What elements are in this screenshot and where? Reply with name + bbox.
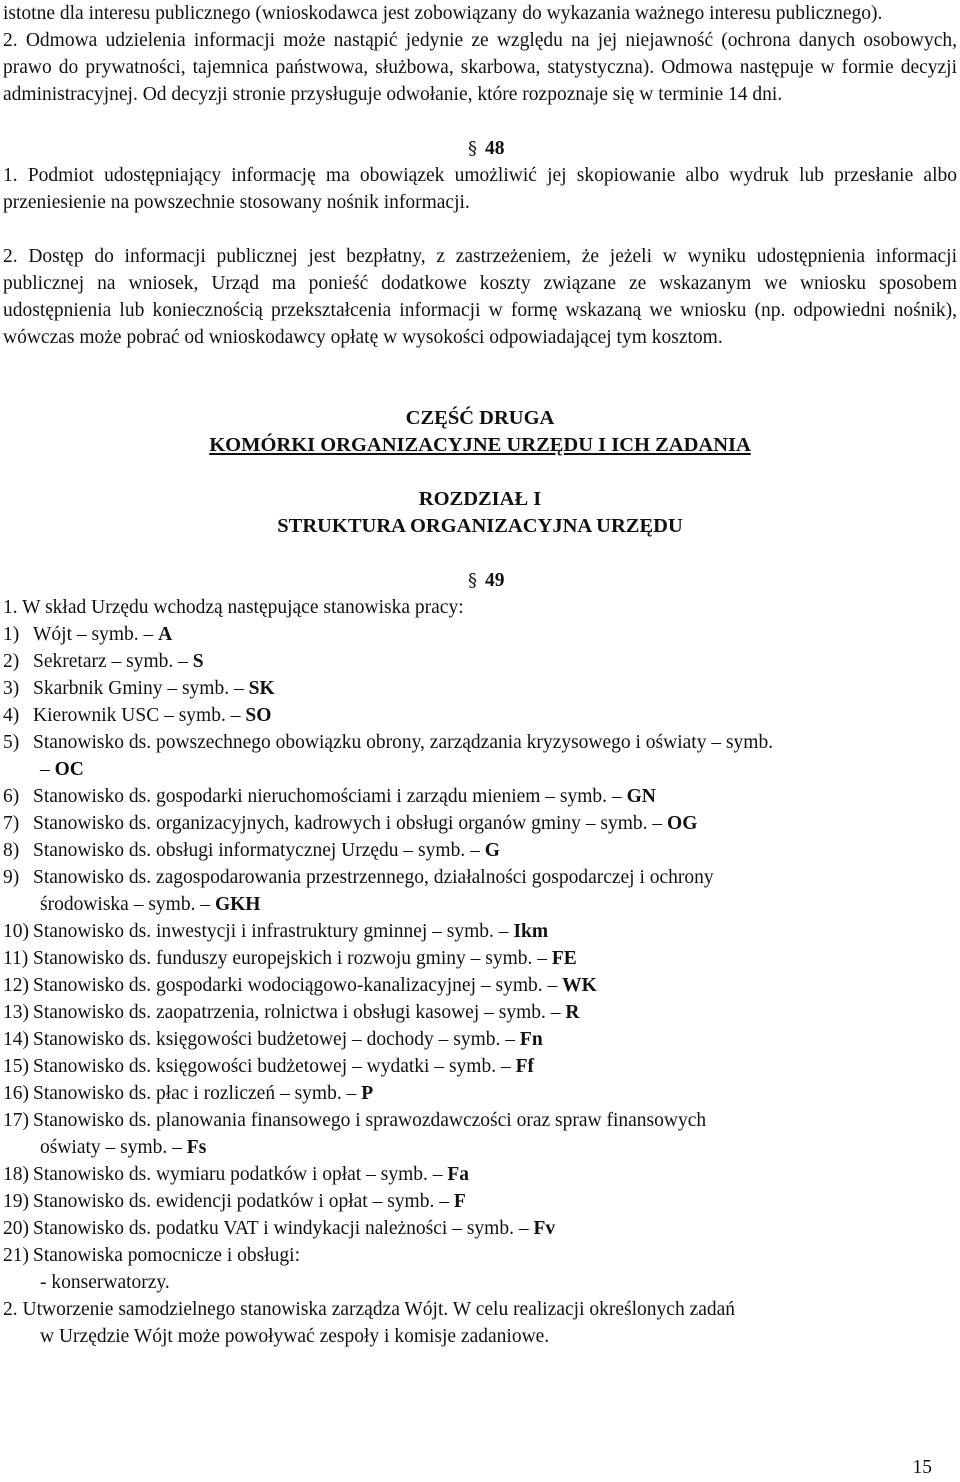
list-item-text: Stanowisko ds. gospodarki wodociągowo-kanalizacyjnej – symb. –	[33, 975, 558, 996]
list-item	[3, 783, 957, 810]
position-symbol: G	[484, 840, 500, 861]
section-number: 48	[485, 138, 505, 159]
list-item	[3, 675, 957, 702]
list-item-number: 1)	[3, 624, 20, 645]
list-item-line	[3, 1215, 957, 1242]
list-item-line	[3, 1107, 957, 1134]
list-item-number: 8)	[3, 840, 20, 861]
section-symbol: §	[468, 138, 477, 159]
list-item-line	[3, 702, 957, 729]
list-item-text: Stanowisko ds. ewidencji podatków i opłat – symb. –	[33, 1191, 449, 1212]
list-item-line	[3, 1080, 957, 1107]
list-item-text: Stanowisko ds. płac i rozliczeń – symb. –	[33, 1083, 357, 1104]
list-item	[3, 1161, 957, 1188]
position-symbol: Fa	[447, 1164, 470, 1185]
list-item	[3, 1188, 957, 1215]
list-item-number: 9)	[3, 867, 20, 888]
list-item-text: Stanowisko ds. zagospodarowania przestrzennego, działalności gospodarczej i ochrony	[33, 867, 714, 888]
list-item-number: 17)	[3, 1110, 29, 1131]
list-item-line	[3, 972, 957, 999]
list-item	[3, 1107, 957, 1161]
list-item-line	[3, 945, 957, 972]
list-item-continuation	[3, 891, 957, 918]
list-item	[3, 972, 957, 999]
list-item-number: 14)	[3, 1029, 29, 1050]
list-item-line	[3, 810, 957, 837]
list-item	[3, 648, 957, 675]
list-item-text: Stanowisko ds. podatku VAT i windykacji należności – symb. –	[33, 1218, 529, 1239]
position-symbol: Ikm	[513, 921, 549, 942]
list-item	[3, 729, 957, 783]
intro-paragraph-1: istotne dla interesu publicznego (wnioskodawca jest zobowiązany do wykazania ważnego interesu publicznego).	[3, 3, 883, 24]
list-item-number: 3)	[3, 678, 20, 699]
section-49-heading	[3, 567, 957, 594]
chapter-title: ROZDZIAŁ I	[418, 488, 542, 510]
list-item-text: Stanowisko ds. księgowości budżetowej – wydatki – symb. –	[33, 1056, 511, 1077]
list-item	[3, 1053, 957, 1080]
part-subtitle: KOMÓRKI ORGANIZACYJNE URZĘDU I ICH ZADANIA	[209, 434, 751, 456]
list-item	[3, 999, 957, 1026]
position-symbol: Fv	[533, 1218, 556, 1239]
list-item-number: 15)	[3, 1056, 29, 1077]
section-48-heading	[3, 135, 957, 162]
position-symbol: SO	[245, 705, 272, 726]
list-item-number: 7)	[3, 813, 20, 834]
list-item-text: Stanowisko ds. wymiaru podatków i opłat – symb. –	[33, 1164, 443, 1185]
section-48-paragraph-1: 1. Podmiot udostępniający informację ma obowiązek umożliwić jej skopiowanie albo wydruk lub przesłanie albo przeniesienie na powszechnie stosowany nośnik informacji.	[3, 165, 957, 213]
position-symbol: Fn	[519, 1029, 543, 1050]
list-item-line	[3, 648, 957, 675]
list-item-line	[3, 1053, 957, 1080]
list-item-text: Stanowisko ds. zaopatrzenia, rolnictwa i obsługi kasowej – symb. –	[33, 1002, 561, 1023]
chapter-subtitle: STRUKTURA ORGANIZACYJNA URZĘDU	[277, 515, 683, 537]
list-item-line	[3, 999, 957, 1026]
page-number: 15	[912, 1457, 932, 1478]
part-title: CZĘŚĆ DRUGA	[405, 407, 555, 429]
list-item-line	[3, 918, 957, 945]
list-item-line	[3, 864, 957, 891]
list-item-text: Wójt – symb. –	[33, 624, 154, 645]
list-item-continuation-text: oświaty – symb. –	[40, 1137, 182, 1158]
list-item	[3, 621, 957, 648]
position-symbol: GKH	[214, 894, 261, 915]
position-symbol: WK	[562, 975, 597, 996]
list-item-line	[3, 837, 957, 864]
position-symbol: FE	[551, 948, 577, 969]
list-item-text: Stanowisko ds. planowania finansowego i sprawozdawczości oraz spraw finansowych	[33, 1110, 707, 1131]
list-item-text: Kierownik USC – symb. –	[33, 705, 241, 726]
list-item	[3, 1215, 957, 1242]
position-symbol: F	[453, 1191, 466, 1212]
list-item-line	[3, 729, 957, 756]
position-symbol: Ff	[515, 1056, 534, 1077]
list-item	[3, 837, 957, 864]
list-item-line	[3, 1188, 957, 1215]
list-item	[3, 945, 957, 972]
list-item-continuation-text: środowiska – symb. –	[40, 894, 211, 915]
list-item-number: 4)	[3, 705, 20, 726]
positions-list	[3, 621, 957, 1296]
list-item-line	[3, 675, 957, 702]
list-item-text: Stanowisko ds. księgowości budżetowej – dochody – symb. –	[33, 1029, 516, 1050]
intro-paragraph-2: 2. Odmowa udzielenia informacji może nastąpić jedynie ze względu na jej niejawność (ochrona danych osobowych, prawo do prywatności, tajemnica państwowa, służbowa, skarbowa, statystyczna). Odmowa następuje w formie decyzji administracyjnej. Od decyzji stronie przysługuje odwołanie, które rozpoznaje się w terminie 14 dni.	[3, 30, 957, 105]
list-item-number: 21)	[3, 1245, 29, 1266]
list-item-line	[3, 1242, 957, 1269]
list-item-text: Stanowisko ds. organizacyjnych, kadrowych i obsługi organów gminy – symb. –	[33, 813, 663, 834]
list-item	[3, 918, 957, 945]
section-48-paragraph-2: 2. Dostęp do informacji publicznej jest bezpłatny, z zastrzeżeniem, że jeżeli w wyniku udostępnienia informacji publicznej na wniosek, Urząd ma ponieść dodatkowe koszty związane ze wskazanym we wniosku sposobem udostępnienia lub koniecznością przekształcenia informacji w formę wskazaną we wniosku (np. odpowiedni nośnik), wówczas może pobrać od wnioskodawcy opłatę w wysokości odpowiadającej tym kosztom.	[3, 246, 957, 348]
list-item	[3, 1242, 957, 1296]
list-item-continuation	[3, 1269, 957, 1296]
section-49-paragraph-2-line-1: 2. Utworzenie samodzielnego stanowiska zarządza Wójt. W celu realizacji określonych zadań	[3, 1299, 736, 1320]
list-item	[3, 810, 957, 837]
list-item	[3, 864, 957, 918]
list-item	[3, 702, 957, 729]
list-item-continuation-text: - konserwatorzy.	[40, 1272, 170, 1293]
list-item-number: 12)	[3, 975, 29, 996]
list-item-number: 16)	[3, 1083, 29, 1104]
list-item-number: 13)	[3, 1002, 29, 1023]
list-item-text: Stanowisko ds. gospodarki nieruchomościami i zarządu mieniem – symb. –	[33, 786, 622, 807]
position-symbol: GN	[626, 786, 656, 807]
list-item-number: 19)	[3, 1191, 29, 1212]
position-symbol: SK	[248, 678, 275, 699]
position-symbol: A	[158, 624, 173, 645]
list-item-number: 11)	[3, 948, 29, 969]
list-item-line	[3, 783, 957, 810]
list-item-text: Sekretarz – symb. –	[33, 651, 188, 672]
document-page	[3, 0, 957, 1350]
position-symbol: OC	[54, 759, 84, 780]
section-49-paragraph-2-line-2: w Urzędzie Wójt może powoływać zespoły i komisje zadaniowe.	[40, 1326, 550, 1347]
position-symbol: Fs	[186, 1137, 207, 1158]
list-item-continuation	[3, 1134, 957, 1161]
list-item-number: 5)	[3, 732, 20, 753]
list-item-text: Stanowisko ds. obsługi informatycznej Urzędu – symb. –	[33, 840, 480, 861]
section-49-intro: 1. W skład Urzędu wchodzą następujące stanowiska pracy:	[3, 597, 464, 618]
list-item-number: 18)	[3, 1164, 29, 1185]
position-symbol: OG	[667, 813, 698, 834]
list-item-text: Stanowiska pomocnicze i obsługi:	[33, 1245, 301, 1266]
list-item	[3, 1026, 957, 1053]
list-item-number: 10)	[3, 921, 29, 942]
list-item-continuation-text: –	[40, 759, 50, 780]
list-item-text: Stanowisko ds. inwestycji i infrastruktury gminnej – symb. –	[33, 921, 509, 942]
list-item-continuation	[3, 756, 957, 783]
list-item-text: Stanowisko ds. powszechnego obowiązku obrony, zarządzania kryzysowego i oświaty – symb.	[33, 732, 774, 753]
section-symbol: §	[468, 570, 477, 591]
list-item-number: 20)	[3, 1218, 29, 1239]
list-item-number: 2)	[3, 651, 20, 672]
list-item-line	[3, 1026, 957, 1053]
position-symbol: R	[565, 1002, 580, 1023]
position-symbol: S	[192, 651, 204, 672]
section-number: 49	[485, 570, 505, 591]
list-item-line	[3, 1161, 957, 1188]
list-item-number: 6)	[3, 786, 20, 807]
list-item	[3, 1080, 957, 1107]
position-symbol: P	[361, 1083, 374, 1104]
list-item-line	[3, 621, 957, 648]
list-item-text: Stanowisko ds. funduszy europejskich i rozwoju gminy – symb. –	[33, 948, 547, 969]
list-item-text: Skarbnik Gminy – symb. –	[33, 678, 244, 699]
